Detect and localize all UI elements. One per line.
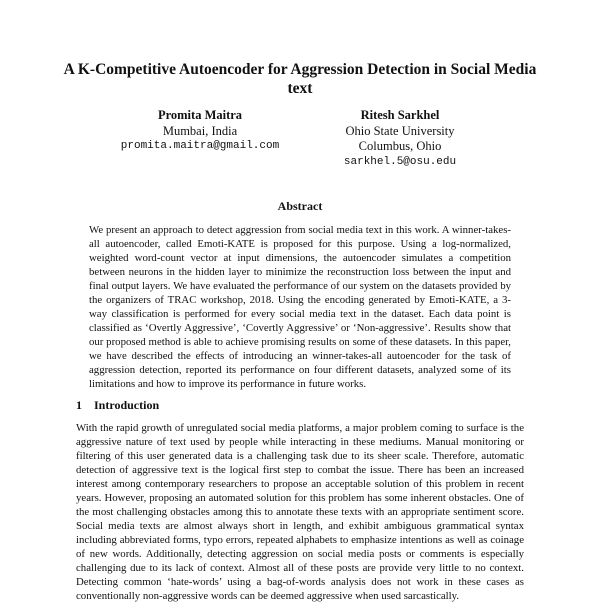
author-block-2 <box>300 108 500 170</box>
author-email: sarkhel.5@osu.edu <box>343 155 457 168</box>
abstract-text: We present an approach to detect aggression from social media text in this work. A winner-takes-all autoencoder, called Emoti-KATE is proposed for this purpose. Using a log-normalized, weighted word-count vector at input dimensions, the autoencoder simulates a competition between neurons in the hidden layer to minimize the reconstruction loss between the input and final output layers. We have evaluated the performance of our system on the datasets provided by the organizers of TRAC workshop, 2018. Using the encoding generated by Emoti-KATE, a 3-way classification is performed for every social media text in the dataset. Each data point is classified as ‘Overtly Aggressive’, ‘Covertly Aggressive’ or ‘Non-aggressive’. Results show that our proposed method is able to achieve promising results on some of these datasets. In this paper, we have described the effects of introducing an winner-takes-all autoencoder for the task of aggression detection, reported its performance on four different datasets, analyzed some of its limitations and how to improve its performance in future works. <box>89 224 511 390</box>
author-affiliation: Mumbai, India <box>162 123 238 138</box>
author-location: Columbus, Ohio <box>358 139 442 153</box>
author-name: Promita Maitra <box>157 108 243 122</box>
section-number: 1 <box>76 398 82 412</box>
section-text: With the rapid growth of unregulated social media platforms, a major problem coming to surface is the aggressive nature of text used by people while interacting in these mediums. Manual monitoring or filtering of this user generated data is a challenging task due to its sheer scale. Therefore, automatic detection of aggressive text is the logical first step to combat the issue. There has been an increased interest among contemporary researchers to propose an acceptable solution of this problem in recent years. However, proposing an automated solution for this problem has some inherent obstacles. One of the most challenging obstacles among this to annotate these texts with an appropriate sentiment score. Social media texts are almost always short in length, and exhibit ambiguous grammatical syntax including abbreviated forms, typo errors, repeated alphabets to emphasize intentions as well as coinage of new words. Additionally, detecting aggression on social media posts or comments is especially challenging due to its lack of context. Almost all of these posts are provide very little to no context. Detecting common ‘hate-words’ using a bag-of-words analysis does not work in these cases as conventionally non-aggressive words can be deemed aggressive when used sarcastically. <box>76 422 524 602</box>
paper-title: A K-Competitive Autoencoder for Aggression Detection in Social Media text <box>63 61 537 97</box>
author-affiliation: Ohio State University <box>345 123 455 138</box>
author-block-1 <box>100 108 300 155</box>
section-heading <box>76 398 159 413</box>
section-title: Introduction <box>94 398 160 412</box>
author-name: Ritesh Sarkhel <box>360 108 440 122</box>
abstract-heading: Abstract <box>277 199 323 213</box>
author-email: promita.maitra@gmail.com <box>120 140 280 152</box>
